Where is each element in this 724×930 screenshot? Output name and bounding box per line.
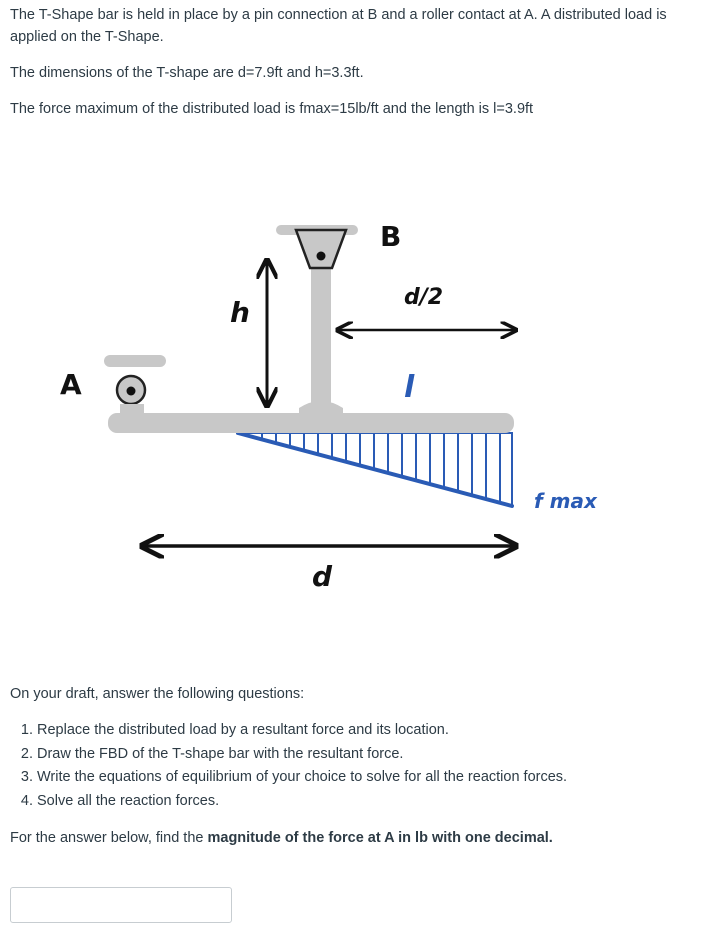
answer-input[interactable] — [10, 887, 232, 923]
dimensions-statement: The dimensions of the T-shape are d=7.9ft and h=3.3ft. — [10, 65, 364, 81]
pin-support-b — [276, 225, 358, 268]
question-item: 1. Replace the distributed load by a resultant force and its location. — [37, 719, 724, 743]
label-d-half: d/2 — [404, 285, 444, 310]
load-statement: The force maximum of the distributed load is fmax=15lb/ft and the length is l=3.9ft — [10, 101, 534, 117]
problem-statement: The T-Shape bar is held in place by a pin connection at B and a roller contact at A. A distributed load is applied on the T-Shape. — [10, 7, 667, 45]
label-fmax: f max — [534, 489, 597, 513]
label-d: d — [312, 560, 333, 593]
answer-instruction-bold: magnitude of the force at A in lb with one decimal. — [207, 830, 553, 846]
question-item: 2. Draw the FBD of the T-shape bar with the resultant force. — [37, 743, 724, 767]
answer-instruction-prefix: For the answer below, find the — [10, 830, 208, 846]
label-a: A — [60, 368, 82, 401]
label-l: l — [404, 370, 415, 405]
questions-list — [0, 719, 724, 813]
label-h: h — [230, 296, 250, 329]
questions-intro: On your draft, answer the following questions: — [10, 686, 305, 702]
t-shape-diagram — [0, 150, 724, 620]
label-b: B — [380, 220, 402, 253]
distributed-load — [238, 426, 512, 506]
roller-support-a — [104, 355, 166, 414]
question-item: 3. Write the equations of equilibrium of your choice to solve for all the reaction forces. — [37, 766, 724, 790]
answer-instruction — [10, 827, 714, 849]
question-item: 4. Solve all the reaction forces. — [37, 790, 724, 814]
